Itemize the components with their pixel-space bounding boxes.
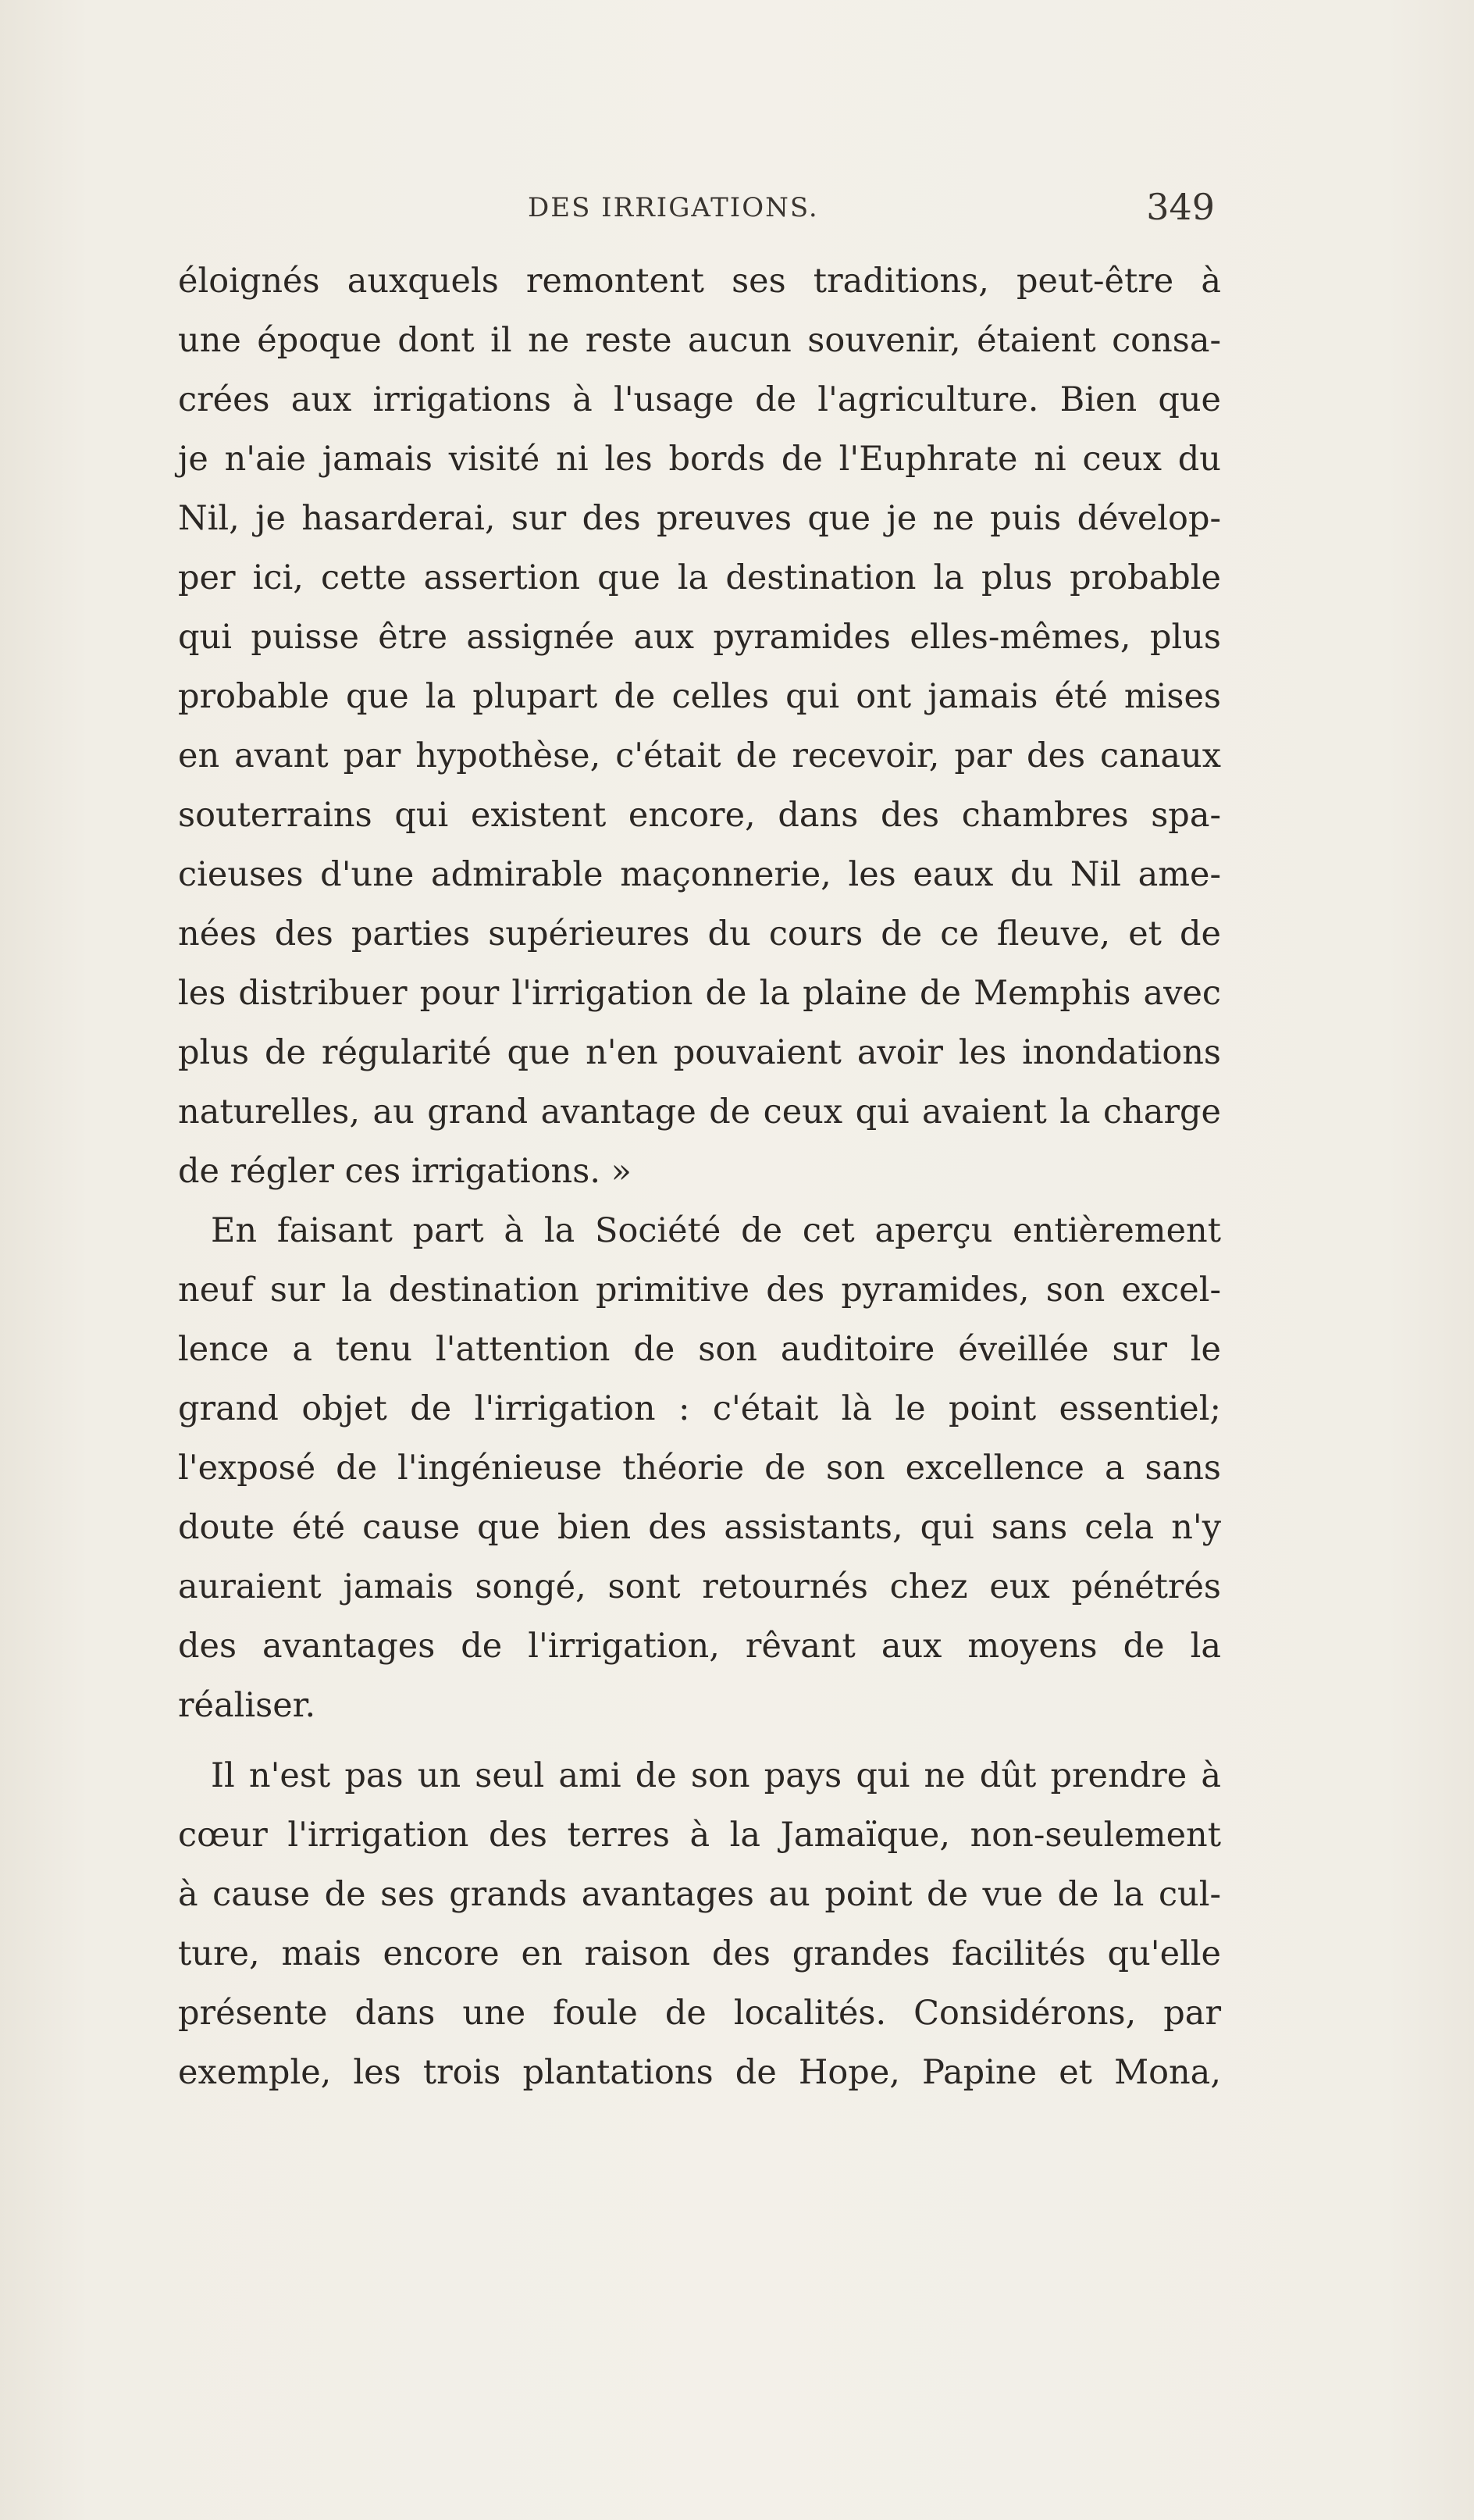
running-title: DES IRRIGATIONS. [528,192,819,223]
text-line: neuf sur la destination primitive des pyramides, son excel- [178,1271,1221,1310]
text-line: l'exposé de l'ingénieuse théorie de son excellence a sans [178,1449,1221,1488]
paragraph-3 [178,1746,1221,2102]
text-line: ture, mais encore en raison des grandes facilités qu'elle [178,1934,1221,1973]
text-line: des avantages de l'irrigation, rêvant aux moyens de la [178,1627,1221,1666]
text-line: Nil, je hasarderai, sur des preuves que je ne puis dévelop- [178,499,1221,538]
text-line: lence a tenu l'attention de son auditoire éveillée sur le [178,1330,1221,1369]
text-line: plus de régularité que n'en pouvaient avoir les inondations [178,1033,1221,1072]
text-line: exemple, les trois plantations de Hope, Papine et Mona, [178,2053,1221,2092]
running-head [184,186,1215,233]
text-line: éloignés auxquels remontent ses traditions, peut-être à [178,262,1221,301]
paragraph-2 [178,1201,1221,1735]
text-line: auraient jamais songé, sont retournés chez eux pénétrés [178,1567,1221,1606]
text-line: Il n'est pas un seul ami de son pays qui ne dût prendre à [211,1756,1221,1795]
text-line: en avant par hypothèse, c'était de recevoir, par des canaux [178,736,1221,775]
text-line: à cause de ses grands avantages au point de vue de la cul- [178,1875,1221,1914]
text-line: En faisant part à la Société de cet aperçu entièrement [211,1211,1221,1250]
text-line: cieuses d'une admirable maçonnerie, les eaux du Nil ame- [178,855,1221,894]
text-line: qui puisse être assignée aux pyramides elles-mêmes, plus [178,618,1221,657]
text-line: une époque dont il ne reste aucun souvenir, étaient consa- [178,321,1221,360]
text-line: doute été cause que bien des assistants, qui sans cela n'y [178,1508,1221,1547]
text-line: naturelles, au grand avantage de ceux qui avaient la charge [178,1092,1221,1132]
text-line: je n'aie jamais visité ni les bords de l'Euphrate ni ceux du [178,440,1221,479]
paragraph-gap [178,1735,1221,1746]
text-line: présente dans une foule de localités. Considérons, par [178,1994,1221,2033]
text-line: grand objet de l'irrigation : c'était là le point essentiel; [178,1389,1221,1428]
text-line: probable que la plupart de celles qui ont jamais été mises [178,677,1221,716]
text-line: les distribuer pour l'irrigation de la plaine de Memphis avec [178,974,1221,1013]
text-line: réaliser. [178,1686,316,1725]
page-number: 349 [1146,186,1215,228]
paragraph-1 [178,251,1221,1201]
text-line: crées aux irrigations à l'usage de l'agriculture. Bien que [178,380,1221,419]
text-line: cœur l'irrigation des terres à la Jamaïque, non-seulement [178,1816,1221,1855]
body-text [178,251,1221,2102]
text-line: nées des parties supérieures du cours de ce fleuve, et de [178,914,1221,953]
text-line: per ici, cette assertion que la destination la plus probable [178,558,1221,597]
text-line: souterrains qui existent encore, dans des chambres spa- [178,796,1221,835]
text-line: de régler ces irrigations. » [178,1152,632,1191]
